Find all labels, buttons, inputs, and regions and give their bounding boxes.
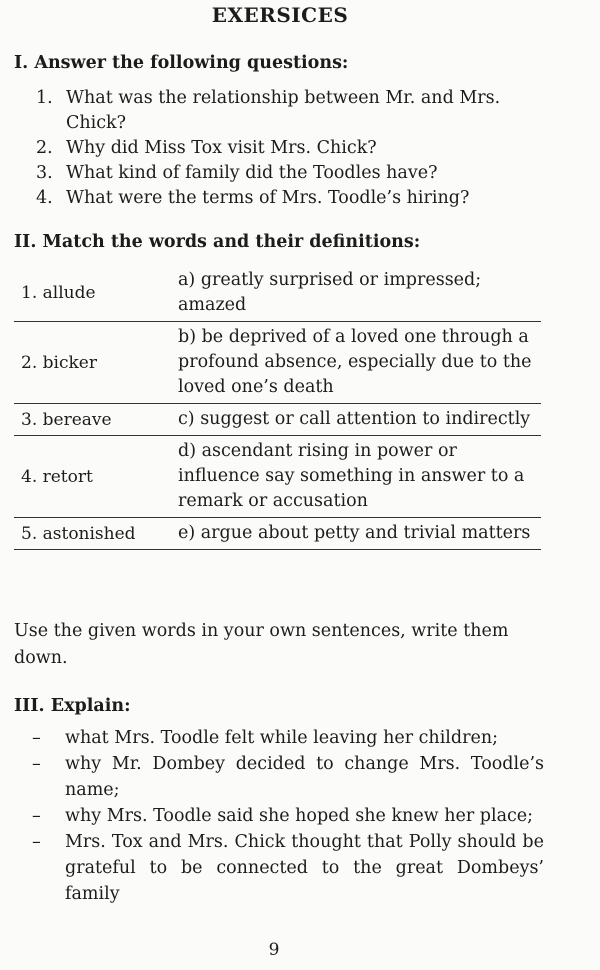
question-number: 4.	[36, 188, 53, 208]
list-item	[32, 751, 544, 803]
table-row	[14, 518, 541, 550]
list-item	[36, 86, 556, 136]
question-text: What were the terms of Mrs. Toodle’s hiring?	[66, 188, 470, 208]
word-cell: 3. bereave	[21, 409, 112, 430]
page-title: EXERSICES	[211, 3, 349, 27]
list-item	[32, 829, 544, 907]
dash-bullet: –	[32, 754, 41, 774]
explain-list	[32, 725, 544, 907]
question-number: 2.	[36, 138, 53, 158]
explain-text: Mrs. Tox and Mrs. Chick thought that Polly should be grateful to be connected to the great Dombeys’ family	[65, 832, 544, 904]
word-cell: 4. retort	[21, 466, 93, 487]
table-row	[14, 436, 541, 518]
definition-cell: b) be deprived of a loved one through a profound absence, especially due to the loved one’s death	[178, 327, 532, 397]
dash-bullet: –	[32, 832, 41, 852]
matching-table	[14, 265, 541, 550]
question-number: 1.	[36, 88, 53, 108]
definition-cell: c) suggest or call attention to indirectly	[178, 409, 531, 429]
definition-cell: d) ascendant rising in power or influence say something in answer to a remark or accusation	[178, 441, 525, 511]
question-list	[36, 86, 556, 211]
table-row	[14, 404, 541, 436]
table-row	[14, 265, 541, 322]
explain-text: what Mrs. Toodle felt while leaving her children;	[65, 728, 498, 748]
explain-text: why Mr. Dombey decided to change Mrs. Toodle’s name;	[65, 754, 544, 800]
question-number: 3.	[36, 163, 53, 183]
definition-cell: a) greatly surprised or impressed; amazed	[178, 270, 482, 315]
list-item	[32, 725, 544, 751]
section-1-heading: I. Answer the following questions:	[14, 53, 349, 73]
dash-bullet: –	[32, 806, 41, 826]
question-text: What kind of family did the Toodles have?	[66, 163, 438, 183]
list-item	[36, 161, 556, 186]
definition-cell: e) argue about petty and trivial matters	[178, 523, 531, 543]
instruction-note: Use the given words in your own sentences, write them down.	[14, 621, 509, 668]
word-cell: 2. bicker	[21, 352, 97, 373]
list-item	[36, 186, 556, 211]
section-3-heading: III. Explain:	[14, 696, 131, 716]
question-text: What was the relationship between Mr. and Mrs. Chick?	[66, 88, 501, 133]
explain-text: why Mrs. Toodle said she hoped she knew her place;	[65, 806, 534, 826]
section-2-heading: II. Match the words and their definitions:	[14, 232, 421, 252]
page-number: 9	[268, 940, 280, 960]
question-text: Why did Miss Tox visit Mrs. Chick?	[66, 138, 377, 158]
word-cell: 1. allude	[21, 283, 96, 303]
list-item	[36, 136, 556, 161]
dash-bullet: –	[32, 728, 41, 748]
word-cell: 5. astonished	[21, 523, 136, 544]
list-item	[32, 803, 544, 829]
table-row	[14, 322, 541, 404]
